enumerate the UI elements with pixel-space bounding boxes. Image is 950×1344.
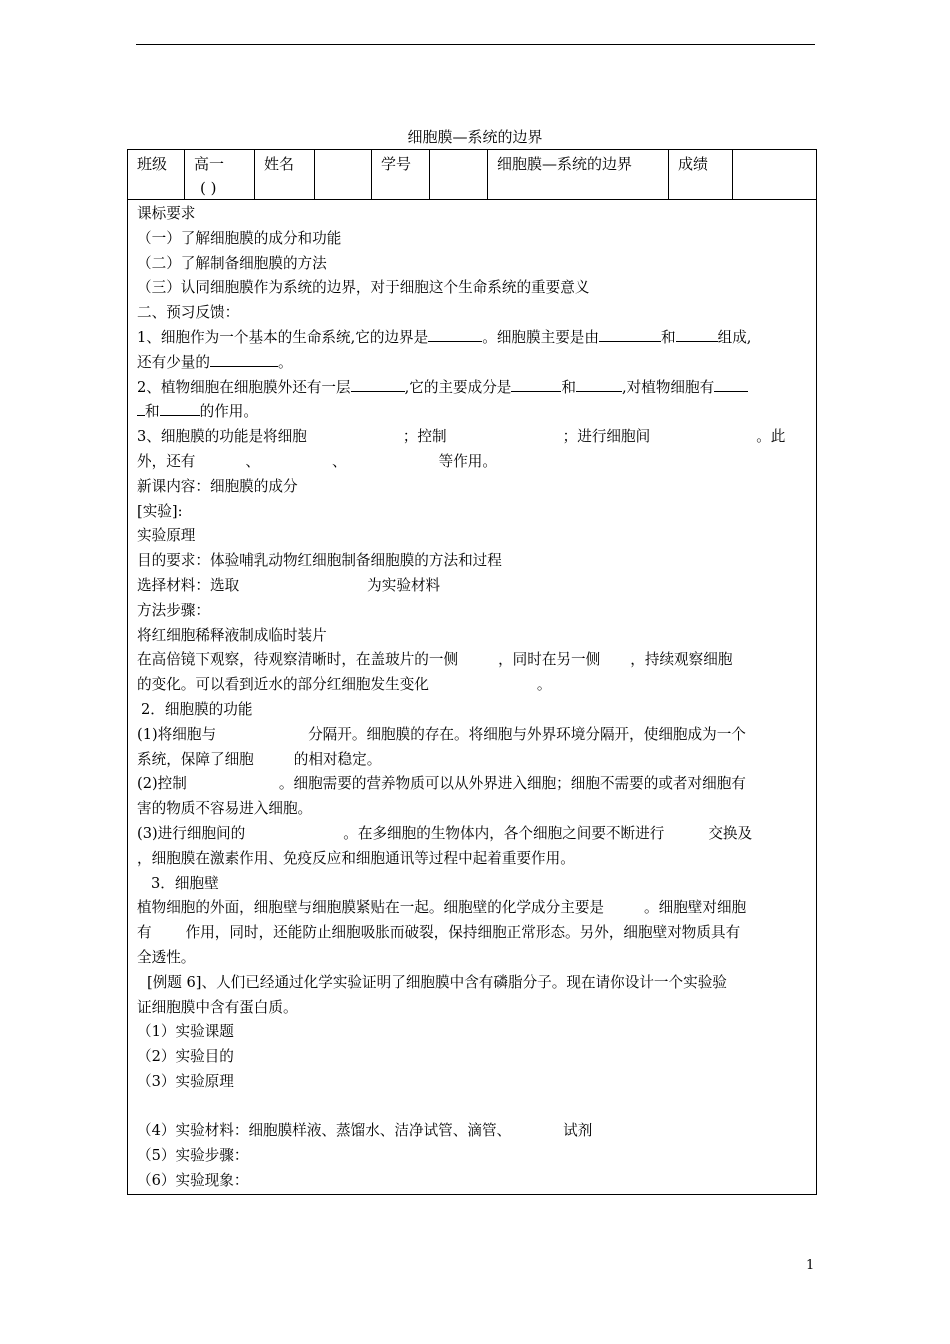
question-line: 还有少量的 。 xyxy=(137,353,293,371)
blank[interactable] xyxy=(576,377,622,392)
example-question: [例题 6]、人们已经通过化学实验证明了细胞膜中含有磷脂分子。现在请你设计一个实验验 xyxy=(147,973,727,991)
text-line: （1）实验课题 xyxy=(137,1023,234,1041)
topic-cell: 细胞膜—系统的边界 xyxy=(488,150,669,199)
question-line: 1、细胞作为一个基本的生命系统,它的边界是 。细胞膜主要是由 和 组成, xyxy=(137,328,752,346)
question-line: 外，还有 、 、 等作用。 xyxy=(137,452,497,470)
text-line: 害的物质不容易进入细胞。 xyxy=(137,800,313,818)
id-field[interactable] xyxy=(430,150,488,199)
question-line: (1)将细胞与 分隔开。细胞膜的存在。将细胞与外界环境分隔开，使细胞成为一个 xyxy=(137,725,746,743)
text-line: （2）实验目的 xyxy=(137,1048,234,1066)
question-line: 3、细胞膜的功能是将细胞 ；控制 ；进行细胞间 。此 xyxy=(137,428,786,446)
class-label: 班级 xyxy=(128,150,185,199)
score-label: 成绩 xyxy=(669,150,733,199)
header-rule xyxy=(136,44,815,45)
blank[interactable] xyxy=(676,327,718,342)
name-label: 姓名 xyxy=(255,150,315,199)
question-line: 在高倍镜下观察，待观察清晰时，在盖玻片的一侧 ，同时在另一侧 ，持续观察细胞 xyxy=(137,651,733,669)
text-line: （5）实验步骤： xyxy=(137,1147,249,1165)
content-body xyxy=(137,202,811,1194)
section-heading: 2．细胞膜的功能 xyxy=(141,700,253,718)
text-line: （二）了解制备细胞膜的方法 xyxy=(137,254,327,272)
section-heading: 新课内容：细胞膜的成分 xyxy=(137,477,298,495)
blank[interactable] xyxy=(351,377,405,392)
blank[interactable] xyxy=(210,352,278,367)
section-heading: 3．细胞壁 xyxy=(151,874,219,892)
page-number: 1 xyxy=(806,1258,815,1273)
text-line: （三）认同细胞膜作为系统的边界，对于细胞这个生命系统的重要意义 xyxy=(137,279,590,297)
text-line: 目的要求：体验哺乳动物红细胞制备细胞膜的方法和过程 xyxy=(137,552,502,570)
text-line: （6）实验现象： xyxy=(137,1172,249,1190)
blank[interactable] xyxy=(137,401,145,416)
worksheet-table xyxy=(127,149,817,1195)
text-line: [实验]: xyxy=(137,502,183,520)
question-line: 的变化。可以看到近水的部分红细胞发生变化 。 xyxy=(137,676,552,694)
question-line: 2、植物细胞在细胞膜外还有一层 ,它的主要成分是 和 ,对植物细胞有 xyxy=(137,376,811,401)
text-line: （3）实验原理 xyxy=(137,1072,234,1090)
name-field[interactable] xyxy=(315,150,372,199)
question-line: (3)进行细胞间的 。在多细胞的生物体内，各个细胞之间要不断进行 交换及 xyxy=(137,824,753,842)
blank[interactable] xyxy=(714,377,748,392)
question-line: （4）实验材料：细胞膜样液、蒸馏水、洁净试管、滴管、 试剂 xyxy=(137,1122,593,1140)
text-line: 全透性。 xyxy=(137,948,196,966)
text-line: （一）了解细胞膜的成分和功能 xyxy=(137,229,342,247)
score-field[interactable] xyxy=(733,150,816,199)
text-line xyxy=(137,1095,811,1120)
blank[interactable] xyxy=(428,327,482,342)
question-line: 系统，保障了细胞 的相对稳定。 xyxy=(137,750,382,768)
question-line: 植物细胞的外面，细胞壁与细胞膜紧贴在一起。细胞壁的化学成分主要是 。细胞壁对细胞 xyxy=(137,899,747,917)
blank[interactable] xyxy=(599,327,661,342)
text-line: ，细胞膜在激素作用、免疫反应和细胞通讯等过程中起着重要作用。 xyxy=(137,849,575,867)
question-line: 和 的作用。 xyxy=(137,400,811,425)
info-row xyxy=(128,150,816,200)
class-value[interactable]: 高一 ( ) xyxy=(185,150,255,199)
section-heading: 课标要求 xyxy=(137,205,196,222)
question-line: (2)控制 。细胞需要的营养物质可以从外界进入细胞；细胞不需要的或者对细胞有 xyxy=(137,775,746,793)
section-heading: 二、预习反馈： xyxy=(137,304,240,322)
blank[interactable] xyxy=(160,401,200,416)
text-line: 方法步骤： xyxy=(137,601,210,619)
text-line: 将红细胞稀释液制成临时装片 xyxy=(137,626,327,644)
blank[interactable] xyxy=(511,377,561,392)
id-label: 学号 xyxy=(372,150,430,199)
question-line: 选择材料：选取 为实验材料 xyxy=(137,576,441,594)
text-line: 实验原理 xyxy=(137,527,196,545)
page-title: 细胞膜—系统的边界 xyxy=(407,128,543,146)
question-line: 有 作用，同时，还能防止细胞吸胀而破裂，保持细胞正常形态。另外，细胞壁对物质具有 xyxy=(137,924,741,942)
text-line: 证细胞膜中含有蛋白质。 xyxy=(137,998,298,1016)
